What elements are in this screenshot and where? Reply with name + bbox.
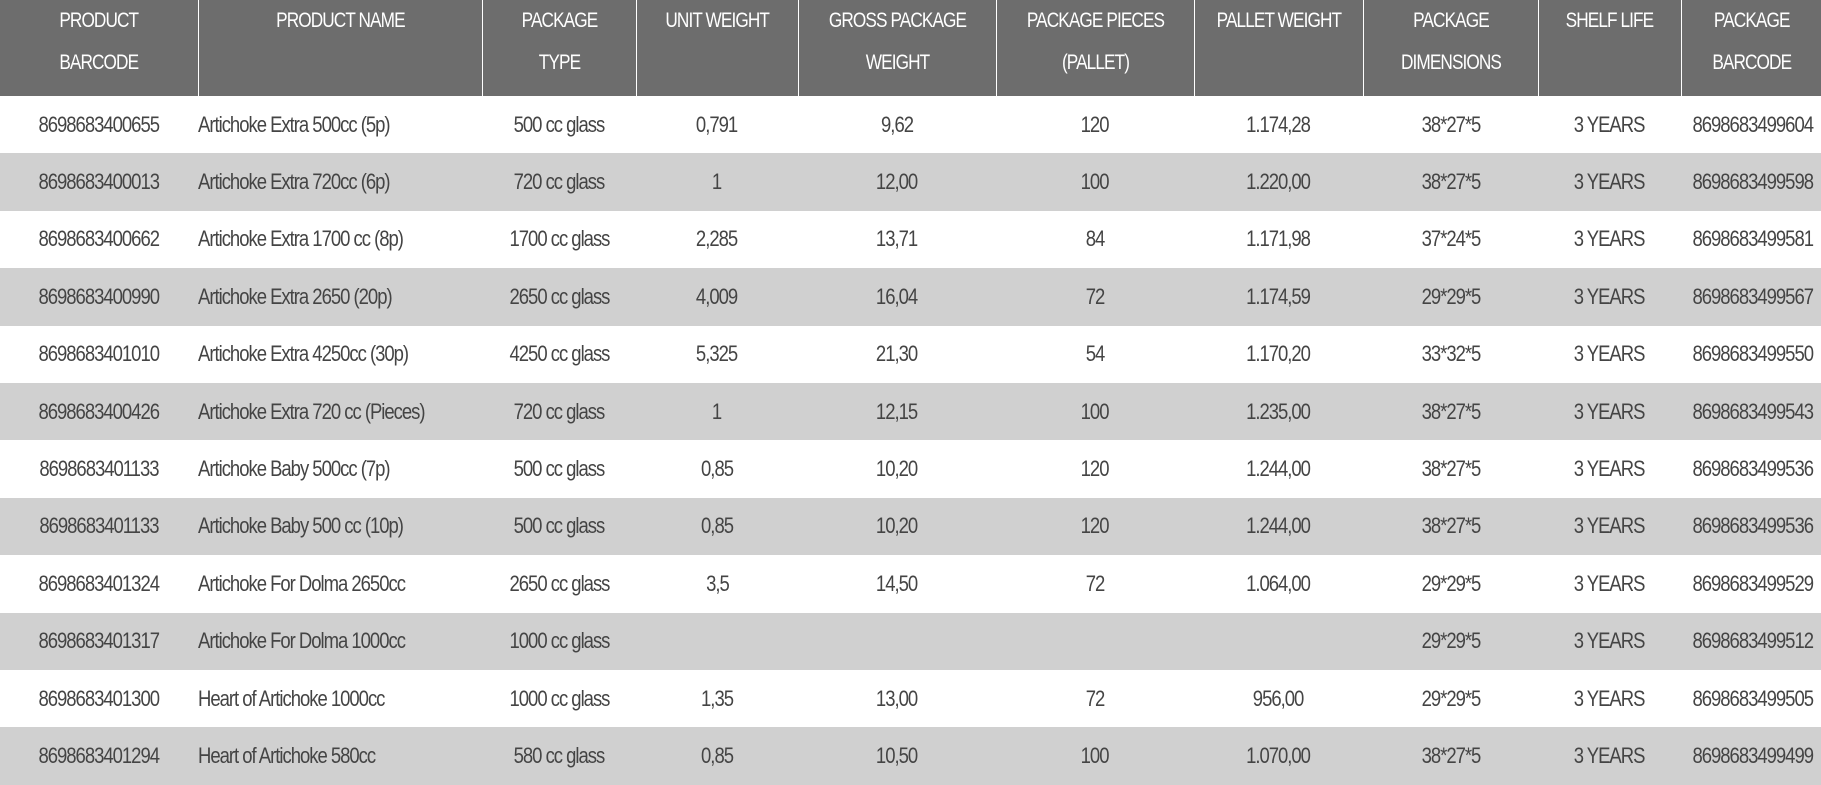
package-barcode-cell (1681, 670, 1821, 727)
table-row (0, 326, 1821, 383)
cell-value: 38*27*5 (1421, 456, 1480, 482)
product-name-cell (198, 96, 482, 153)
product-name-cell (198, 326, 482, 383)
shelf-life-cell (1538, 153, 1681, 210)
column-header-shelf-life: SHELF LIFE (1538, 0, 1681, 96)
gross-package-weight-cell (798, 727, 996, 784)
shelf-life-cell (1538, 440, 1681, 497)
cell-value: 38*27*5 (1421, 513, 1480, 539)
pallet-weight-cell (1194, 613, 1363, 670)
package-barcode-cell (1681, 440, 1821, 497)
package-type-cell (482, 670, 636, 727)
cell-value: 8698683499529 (1692, 570, 1813, 596)
cell-value: 8698683401324 (38, 570, 160, 596)
cell-value: 8698683400662 (38, 226, 160, 252)
cell-value: 8698683400655 (38, 111, 160, 137)
product-barcode-cell (0, 498, 198, 555)
package-pieces-cell (996, 727, 1194, 784)
cell-value: Artichoke For Dolma 1000cc (198, 628, 405, 654)
shelf-life-cell (1538, 670, 1681, 727)
product-name-cell (198, 727, 482, 784)
table-row (0, 440, 1821, 497)
table-row (0, 613, 1821, 670)
cell-value: 29*29*5 (1421, 570, 1480, 596)
unit-weight-cell (636, 670, 798, 727)
cell-value: 29*29*5 (1421, 628, 1480, 654)
cell-value: 3 YEARS (1574, 456, 1645, 482)
cell-value: 2,285 (696, 226, 738, 252)
cell-value: 1700 cc glass (509, 226, 609, 252)
shelf-life-cell (1538, 555, 1681, 612)
product-barcode-cell (0, 440, 198, 497)
shelf-life-cell (1538, 326, 1681, 383)
table-header (0, 0, 1821, 96)
cell-value: 3,5 (705, 570, 729, 596)
package-type-cell (482, 268, 636, 325)
cell-value: 72 (1085, 570, 1105, 596)
table-row (0, 498, 1821, 555)
gross-package-weight-cell (798, 268, 996, 325)
package-type-cell (482, 498, 636, 555)
package-pieces-cell (996, 613, 1194, 670)
package-dimensions-cell (1363, 211, 1538, 268)
gross-package-weight-cell (798, 555, 996, 612)
column-header-product-barcode: PRODUCT BARCODE (0, 0, 198, 96)
cell-value: 10,20 (876, 513, 918, 539)
cell-value: 1.235,00 (1246, 398, 1311, 424)
package-pieces-cell (996, 670, 1194, 727)
table-row (0, 96, 1821, 153)
cell-value: Artichoke Extra 720cc (6p) (198, 169, 390, 195)
cell-value: 8698683400990 (38, 283, 160, 309)
package-type-cell (482, 727, 636, 784)
package-dimensions-cell (1363, 727, 1538, 784)
cell-value: 3 YEARS (1574, 742, 1645, 768)
table-row (0, 670, 1821, 727)
pallet-weight-cell (1194, 326, 1363, 383)
product-barcode-cell (0, 383, 198, 440)
cell-value: Heart of Artichoke 580cc (198, 742, 376, 768)
shelf-life-cell (1538, 727, 1681, 784)
cell-value: 720 cc glass (513, 169, 605, 195)
product-name-cell (198, 613, 482, 670)
cell-value: Artichoke Extra 1700 cc (8p) (198, 226, 403, 252)
package-dimensions-cell (1363, 613, 1538, 670)
package-type-cell (482, 555, 636, 612)
cell-value: 4,009 (696, 283, 738, 309)
cell-value: 8698683499499 (1692, 742, 1813, 768)
package-barcode-cell (1681, 498, 1821, 555)
package-pieces-cell (996, 153, 1194, 210)
cell-value: 8698683401133 (39, 513, 159, 539)
unit-weight-cell (636, 268, 798, 325)
cell-value: 38*27*5 (1421, 111, 1480, 137)
cell-value: 4250 cc glass (509, 341, 609, 367)
pallet-weight-cell (1194, 727, 1363, 784)
cell-value: 5,325 (696, 341, 738, 367)
package-barcode-cell (1681, 268, 1821, 325)
package-barcode-cell (1681, 727, 1821, 784)
product-name-cell (198, 268, 482, 325)
package-barcode-cell (1681, 153, 1821, 210)
package-pieces-cell (996, 211, 1194, 268)
gross-package-weight-cell (798, 383, 996, 440)
package-type-cell (482, 153, 636, 210)
package-barcode-cell (1681, 555, 1821, 612)
cell-value: 500 cc glass (513, 456, 605, 482)
cell-value: 0,85 (701, 456, 733, 482)
cell-value: 54 (1085, 341, 1105, 367)
cell-value: Artichoke Baby 500 cc (10p) (198, 513, 403, 539)
cell-value: 100 (1081, 398, 1109, 424)
cell-value: 100 (1081, 169, 1109, 195)
cell-value: 8698683499581 (1692, 226, 1813, 252)
package-pieces-cell (996, 326, 1194, 383)
gross-package-weight-cell (798, 613, 996, 670)
pallet-weight-cell (1194, 96, 1363, 153)
cell-value: 13,71 (876, 226, 918, 252)
cell-value: Artichoke Extra 2650 (20p) (198, 283, 392, 309)
cell-value: 1000 cc glass (509, 628, 609, 654)
cell-value: 10,50 (876, 742, 918, 768)
package-dimensions-cell (1363, 498, 1538, 555)
cell-value: 29*29*5 (1421, 685, 1480, 711)
cell-value: 1 (712, 169, 722, 195)
package-pieces-cell (996, 498, 1194, 555)
cell-value: 3 YEARS (1574, 111, 1645, 137)
unit-weight-cell (636, 613, 798, 670)
column-header-gross-package-weight: GROSS PACKAGE WEIGHT (798, 0, 996, 96)
cell-value: 16,04 (876, 283, 918, 309)
package-dimensions-cell (1363, 268, 1538, 325)
gross-package-weight-cell (798, 153, 996, 210)
product-name-cell (198, 440, 482, 497)
pallet-weight-cell (1194, 211, 1363, 268)
table-row (0, 555, 1821, 612)
unit-weight-cell (636, 727, 798, 784)
cell-value: 120 (1081, 513, 1109, 539)
cell-value: 0,85 (701, 513, 733, 539)
cell-value: 3 YEARS (1574, 513, 1645, 539)
shelf-life-cell (1538, 211, 1681, 268)
product-barcode-cell (0, 211, 198, 268)
cell-value: 1.244,00 (1246, 456, 1311, 482)
package-pieces-cell (996, 383, 1194, 440)
product-name-cell (198, 555, 482, 612)
cell-value: 72 (1085, 283, 1105, 309)
cell-value: 3 YEARS (1574, 685, 1645, 711)
gross-package-weight-cell (798, 96, 996, 153)
unit-weight-cell (636, 326, 798, 383)
cell-value: 3 YEARS (1574, 570, 1645, 596)
cell-value: 8698683499550 (1692, 341, 1813, 367)
shelf-life-cell (1538, 498, 1681, 555)
cell-value: 120 (1081, 111, 1109, 137)
cell-value: 2650 cc glass (509, 570, 609, 596)
cell-value: 33*32*5 (1421, 341, 1480, 367)
cell-value: 8698683499598 (1692, 169, 1813, 195)
cell-value: 8698683401294 (38, 742, 160, 768)
shelf-life-cell (1538, 383, 1681, 440)
cell-value: 720 cc glass (513, 398, 605, 424)
cell-value: 1000 cc glass (509, 685, 609, 711)
cell-value: Heart of Artichoke 1000cc (198, 685, 385, 711)
product-name-cell (198, 670, 482, 727)
pallet-weight-cell (1194, 268, 1363, 325)
product-barcode-cell (0, 727, 198, 784)
pallet-weight-cell (1194, 498, 1363, 555)
cell-value: 3 YEARS (1574, 226, 1645, 252)
cell-value: 29*29*5 (1421, 283, 1480, 309)
cell-value: 12,15 (876, 398, 918, 424)
cell-value: 12,00 (876, 169, 918, 195)
cell-value: 14,50 (876, 570, 918, 596)
shelf-life-cell (1538, 613, 1681, 670)
package-dimensions-cell (1363, 153, 1538, 210)
package-type-cell (482, 211, 636, 268)
product-barcode-cell (0, 268, 198, 325)
unit-weight-cell (636, 211, 798, 268)
pallet-weight-cell (1194, 440, 1363, 497)
cell-value: 500 cc glass (513, 513, 605, 539)
unit-weight-cell (636, 498, 798, 555)
cell-value: 1.244,00 (1246, 513, 1311, 539)
gross-package-weight-cell (798, 211, 996, 268)
product-barcode-cell (0, 96, 198, 153)
cell-value: 8698683499512 (1692, 628, 1813, 654)
package-pieces-cell (996, 268, 1194, 325)
cell-value: 8698683499536 (1692, 456, 1813, 482)
product-name-cell (198, 153, 482, 210)
cell-value: Artichoke Baby 500cc (7p) (198, 456, 390, 482)
package-type-cell (482, 96, 636, 153)
package-type-cell (482, 383, 636, 440)
product-barcode-cell (0, 670, 198, 727)
cell-value: Artichoke Extra 720 cc (Pieces) (198, 398, 425, 424)
cell-value: 1 (712, 398, 722, 424)
gross-package-weight-cell (798, 670, 996, 727)
cell-value: 8698683400013 (38, 169, 160, 195)
cell-value: 8698683499604 (1692, 111, 1813, 137)
cell-value: 72 (1085, 685, 1105, 711)
package-dimensions-cell (1363, 440, 1538, 497)
cell-value: 100 (1081, 742, 1109, 768)
package-pieces-cell (996, 555, 1194, 612)
product-name-cell (198, 383, 482, 440)
pallet-weight-cell (1194, 383, 1363, 440)
cell-value: 3 YEARS (1574, 169, 1645, 195)
package-pieces-cell (996, 440, 1194, 497)
table-row (0, 727, 1821, 784)
cell-value: 8698683401010 (38, 341, 160, 367)
cell-value: 37*24*5 (1421, 226, 1480, 252)
cell-value: 8698683499567 (1692, 283, 1813, 309)
package-barcode-cell (1681, 613, 1821, 670)
cell-value: 8698683499536 (1692, 513, 1813, 539)
cell-value: 1.170,20 (1246, 341, 1311, 367)
cell-value: 8698683400426 (38, 398, 160, 424)
package-pieces-cell (996, 96, 1194, 153)
shelf-life-cell (1538, 96, 1681, 153)
package-barcode-cell (1681, 326, 1821, 383)
table-row (0, 383, 1821, 440)
column-header-package-barcode: PACKAGE BARCODE (1681, 0, 1821, 96)
table-row (0, 153, 1821, 210)
cell-value: 0,85 (701, 742, 733, 768)
cell-value: 3 YEARS (1574, 283, 1645, 309)
cell-value: 8698683401133 (39, 456, 159, 482)
gross-package-weight-cell (798, 498, 996, 555)
cell-value: 8698683401300 (38, 685, 160, 711)
package-type-cell (482, 440, 636, 497)
cell-value: 0,791 (696, 111, 738, 137)
cell-value: Artichoke For Dolma 2650cc (198, 570, 405, 596)
cell-value: 9,62 (881, 111, 913, 137)
package-type-cell (482, 326, 636, 383)
cell-value: Artichoke Extra 500cc (5p) (198, 111, 390, 137)
cell-value: 500 cc glass (513, 111, 605, 137)
column-header-package-type: PACKAGE TYPE (482, 0, 636, 96)
table-body (0, 96, 1821, 785)
unit-weight-cell (636, 383, 798, 440)
shelf-life-cell (1538, 268, 1681, 325)
cell-value: 2650 cc glass (509, 283, 609, 309)
cell-value: 956,00 (1253, 685, 1304, 711)
column-header-package-dimensions: PACKAGE DIMENSIONS (1363, 0, 1538, 96)
unit-weight-cell (636, 440, 798, 497)
cell-value: 8698683499505 (1692, 685, 1813, 711)
package-barcode-cell (1681, 96, 1821, 153)
product-name-cell (198, 498, 482, 555)
cell-value: 580 cc glass (513, 742, 605, 768)
cell-value: 120 (1081, 456, 1109, 482)
package-barcode-cell (1681, 383, 1821, 440)
column-header-pallet-weight: PALLET WEIGHT (1194, 0, 1363, 96)
package-dimensions-cell (1363, 326, 1538, 383)
cell-value: 38*27*5 (1421, 169, 1480, 195)
cell-value: 84 (1085, 226, 1105, 252)
package-dimensions-cell (1363, 670, 1538, 727)
cell-value: 1.174,59 (1246, 283, 1311, 309)
package-type-cell (482, 613, 636, 670)
cell-value: 1,35 (701, 685, 733, 711)
column-header-package-pieces: PACKAGE PIECES (PALLET) (996, 0, 1194, 96)
header-row (0, 0, 1821, 96)
cell-value: 21,30 (876, 341, 918, 367)
unit-weight-cell (636, 555, 798, 612)
table-row (0, 211, 1821, 268)
product-barcode-cell (0, 326, 198, 383)
unit-weight-cell (636, 153, 798, 210)
gross-package-weight-cell (798, 326, 996, 383)
column-header-unit-weight: UNIT WEIGHT (636, 0, 798, 96)
package-barcode-cell (1681, 211, 1821, 268)
cell-value: Artichoke Extra 4250cc (30p) (198, 341, 409, 367)
pallet-weight-cell (1194, 555, 1363, 612)
cell-value: 13,00 (876, 685, 918, 711)
table-row (0, 268, 1821, 325)
product-barcode-cell (0, 555, 198, 612)
cell-value: 38*27*5 (1421, 398, 1480, 424)
product-barcode-cell (0, 613, 198, 670)
cell-value: 1.171,98 (1246, 226, 1311, 252)
cell-value: 3 YEARS (1574, 398, 1645, 424)
cell-value: 1.220,00 (1246, 169, 1311, 195)
pallet-weight-cell (1194, 670, 1363, 727)
package-dimensions-cell (1363, 383, 1538, 440)
gross-package-weight-cell (798, 440, 996, 497)
product-barcode-cell (0, 153, 198, 210)
cell-value: 1.174,28 (1246, 111, 1311, 137)
package-dimensions-cell (1363, 555, 1538, 612)
cell-value: 10,20 (876, 456, 918, 482)
cell-value: 3 YEARS (1574, 341, 1645, 367)
column-header-product-name: PRODUCT NAME (198, 0, 482, 96)
pallet-weight-cell (1194, 153, 1363, 210)
cell-value: 1.064,00 (1246, 570, 1311, 596)
cell-value: 8698683401317 (38, 628, 160, 654)
unit-weight-cell (636, 96, 798, 153)
package-dimensions-cell (1363, 96, 1538, 153)
cell-value: 3 YEARS (1574, 628, 1645, 654)
cell-value: 1.070,00 (1246, 742, 1311, 768)
cell-value: 8698683499543 (1692, 398, 1813, 424)
cell-value: 38*27*5 (1421, 742, 1480, 768)
product-name-cell (198, 211, 482, 268)
